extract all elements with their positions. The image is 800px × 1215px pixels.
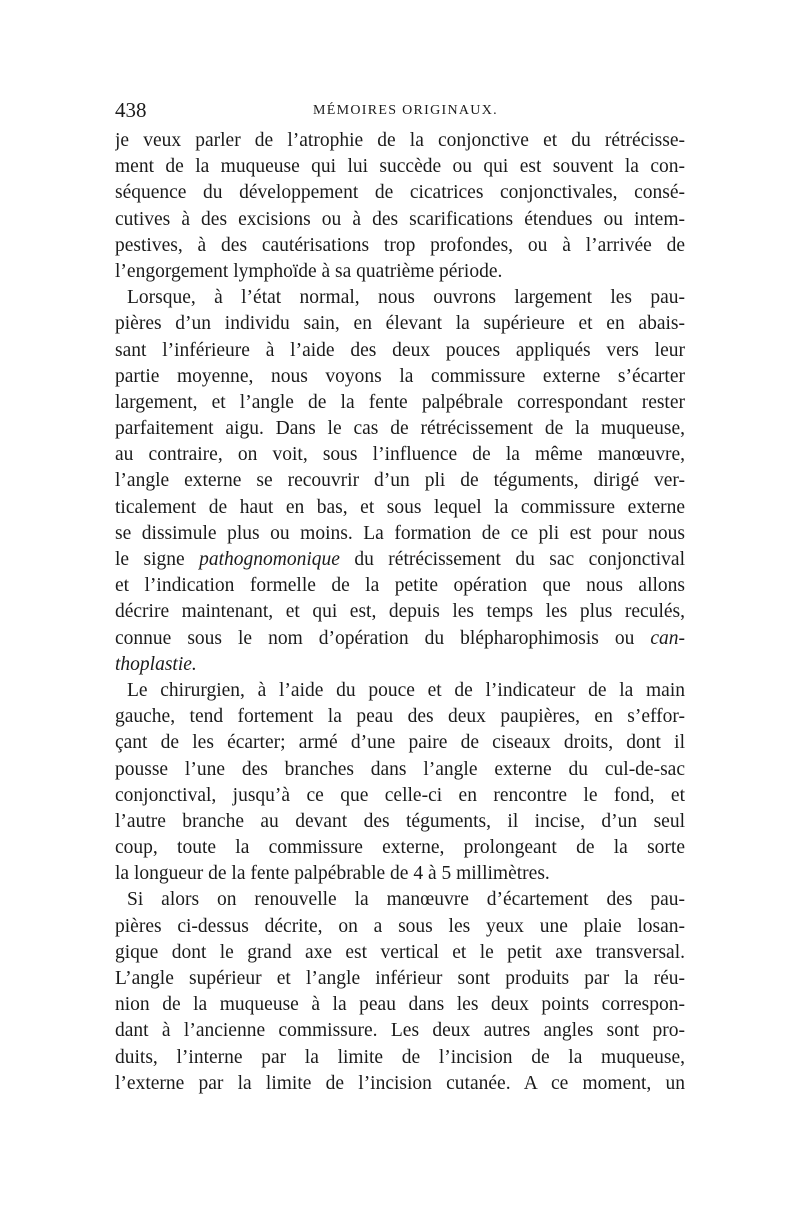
text-line: çant de les écarter; armé d’une paire de ciseaux droits, dont il: [115, 732, 685, 754]
text-line: parfaitement aigu. Dans le cas de rétrécissement de la muqueuse,: [115, 418, 685, 440]
text-line: et l’indication formelle de la petite opération que nous allons: [115, 575, 685, 597]
text-line: coup, toute la commissure externe, prolongeant de la sorte: [115, 837, 685, 859]
text-line: je veux parler de l’atrophie de la conjonctive et du rétrécisse-: [115, 130, 685, 151]
text-line-with-italic: [115, 626, 685, 652]
italic-term: can-: [650, 627, 685, 649]
text-line: séquence du développement de cicatrices conjonctivales, consé-: [115, 182, 685, 204]
text-segment: du rétrécissement du sac conjonctival: [354, 549, 685, 570]
text-line: pousse l’une des branches dans l’angle externe du cul-de-sac: [115, 758, 685, 780]
text-line: nion de la muqueuse à la peau dans les deux points correspon-: [115, 994, 685, 1016]
text-line: pières d’un individu sain, en élevant la supérieure et en abais-: [115, 313, 685, 335]
text-line: cutives à des excisions ou à des scarifications étendues ou intem-: [115, 208, 685, 230]
text-line: l’externe par la limite de l’incision cutanée. A ce moment, un: [115, 1072, 685, 1094]
italic-term: thoplastie.: [115, 653, 197, 675]
text-line: l’autre branche au devant des téguments, il incise, d’un seul: [115, 810, 685, 832]
text-line: Lorsque, à l’état normal, nous ouvrons largement les pau-: [127, 287, 685, 309]
text-line: se dissimule plus ou moins. La formation de ce pli est pour nous: [115, 522, 685, 544]
text-line: l’angle externe se recouvrir d’un pli de téguments, dirigé ver-: [115, 470, 685, 492]
text-segment: connue sous le nom d’opération du blépharophimosis ou: [115, 627, 635, 649]
text-line: duits, l’interne par la limite de l’incision de la muqueuse,: [115, 1046, 685, 1068]
text-line-with-italic: [115, 547, 685, 573]
text-line: gique dont le grand axe est vertical et le petit axe transversal.: [115, 941, 685, 963]
italic-term: pathognomonique: [199, 549, 340, 570]
text-line: pières ci-dessus décrite, on a sous les yeux une plaie losan-: [115, 915, 685, 937]
text-line: conjonctival, jusqu’à ce que celle-ci en rencontre le fond, et: [115, 784, 685, 806]
text-line: au contraire, on voit, sous l’influence de la même manœuvre,: [115, 444, 685, 466]
text-line: l’engorgement lymphoïde à sa quatrième période.: [115, 260, 503, 282]
text-line: largement, et l’angle de la fente palpébrale correspondant rester: [115, 391, 685, 413]
page-header: [115, 96, 685, 124]
text-segment: le signe: [115, 549, 185, 570]
text-line: Si alors on renouvelle la manœuvre d’écartement des pau-: [127, 889, 685, 911]
text-line: pestives, à des cautérisations trop profondes, ou à l’arrivée de: [115, 234, 685, 256]
text-line: sant l’inférieure à l’aide des deux pouces appliqués vers leur: [115, 339, 685, 361]
text-line: partie moyenne, nous voyons la commissure externe s’écarter: [115, 365, 685, 387]
text-line: ticalement de haut en bas, et sous lequel la commissure externe: [115, 496, 685, 518]
text-line: gauche, tend fortement la peau des deux paupières, en s’effor-: [115, 706, 685, 728]
text-line: ment de la muqueuse qui lui succède ou qui est souvent la con-: [115, 156, 685, 178]
text-line: décrire maintenant, et qui est, depuis les temps les plus reculés,: [115, 601, 685, 623]
text-line: [115, 652, 685, 678]
text-line: la longueur de la fente palpébrable de 4 à 5 millimètres.: [115, 863, 550, 885]
body-text: [115, 128, 685, 1097]
text-line: L’angle supérieur et l’angle inférieur sont produits par la réu-: [115, 968, 685, 989]
text-line: dant à l’ancienne commissure. Les deux autres angles sont pro-: [115, 1020, 685, 1042]
running-head: MÉMOIRES ORIGINAUX.: [313, 103, 498, 118]
page-number: 438: [115, 98, 147, 122]
text-line: Le chirurgien, à l’aide du pouce et de l’indicateur de la main: [127, 679, 685, 701]
